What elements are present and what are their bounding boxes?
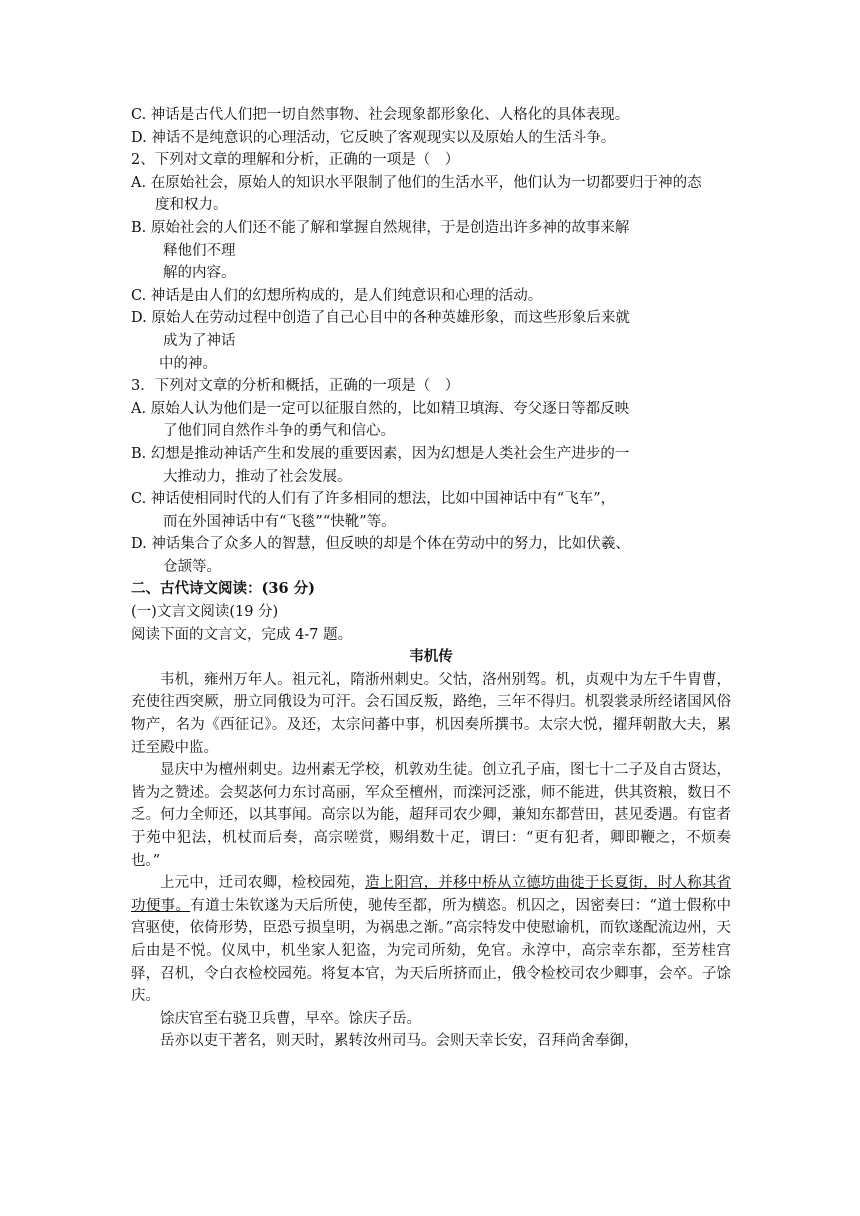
q2-option-d-line1: D. 原始人在劳动过程中创造了自己心目中的各种英雄形象，而这些形象后来就 [131,310,630,327]
q3-stem: 3．下列对文章的分析和概括，正确的一项是（ ） [131,378,460,395]
paragraph-3-start: 上元中，迁司农卿，检校园苑， [160,875,366,892]
q3-option-b-line2: 大推动力，推动了社会发展。 [163,468,352,485]
q2-option-b-line2: 释他们不理 [163,242,236,259]
passage-paragraph-3 [131,872,731,1008]
passage-title: 韦机传 [409,648,453,666]
section-heading: 二、古代诗文阅读：(36 分) [131,580,315,598]
q1-option-d: D. 神话不是纯意识的心理活动，它反映了客观现实以及原始人的生活斗争。 [131,129,616,146]
reading-instruction: 阅读下面的文言文，完成 4-7 题。 [131,626,353,643]
q2-option-b-line1: B. 原始社会的人们还不能了解和掌握自然规律，于是创造出许多神的故事来解 [131,219,630,236]
q2-option-a-line2: 度和权力。 [155,197,228,214]
q2-stem: 2、下列对文章的理解和分析，正确的一项是（ ） [131,152,460,169]
q2-option-c: C. 神话是由人们的幻想所构成的，是人们纯意识和心理的活动。 [131,287,543,304]
q2-option-d-line3: 中的神。 [159,355,217,372]
q2-option-d-line2: 成为了神话 [163,332,236,349]
passage-paragraph-5: 岳亦以吏干著名，则天时，累转汝州司马。会则天幸长安，召拜尚舍奉御， [160,1033,639,1050]
exam-page [131,104,731,1053]
passage-paragraph-2: 显庆中为檀州刺史。边州素无学校，机敦劝生徒。创立孔子庙，图七十二子及自古贤达，皆为之赞述。会契苾何力东讨高丽，军众至檀州，而滦河泛涨，师不能进，供其资粮，数日不乏。何力全师还，以其事闻。高宗以为能，超拜司农少卿，兼知东都营田，甚见委遇。有宦者于苑中犯法，机杖而后奏，高宗嗟赏，赐绢数十疋，谓曰：“更有犯者，卿即鞭之，不烦奏也。” [131,762,731,869]
q3-option-a-line1: A. 原始人认为他们是一定可以征服自然的，比如精卫填海、夸父逐日等都反映 [131,400,630,417]
q2-option-b-line3: 解的内容。 [163,265,236,282]
underlined-sentence: 造上阳宫，并移中桥从立德坊曲徙于长夏街，时人称其省功便事。 [131,875,732,914]
q3-option-d-line1: D. 神话集合了众多人的智慧，但反映的却是个体在劳动中的努力，比如伏羲、 [131,536,630,553]
q2-option-a-line1: A. 在原始社会，原始人的知识水平限制了他们的生活水平，他们认为一切都要归于神的态 [131,174,702,191]
q3-option-b-line1: B. 幻想是推动神话产生和发展的重要因素，因为幻想是人类社会生产进步的一 [131,445,630,462]
passage-paragraph-4: 馀庆官至右骁卫兵曹，早卒。馀庆子岳。 [160,1010,421,1027]
q3-option-c-line2: 而在外国神话中有“飞毯”“快靴”等。 [163,513,396,530]
paragraph-3-rest: 有道士朱钦遂为天后所使，驰传至都，所为横恣。机囚之，因密奏曰：“道士假称中宫驱使，依倚形势，臣恐亏损皇明，为祸患之渐。”高宗特发中使慰谕机，而钦遂配流边州，天后由是不悦。仪凤中，机坐家人犯盗，为完司所劾，免官。永淳中，高宗幸东都，至芳桂宫驿，召机，令白衣检校园苑。将复本官，为天后所挤而止，俄令检校司农少卿事，会卒。子馀庆。 [131,897,731,1005]
section-subheading: (一)文言文阅读(19 分) [131,604,279,621]
passage-paragraph-1: 韦机，雍州万年人。祖元礼，隋浙州刺史。父怙，洛州别驾。机，贞观中为左千牛胄曹，充使往西突厥，册立同俄设为可汗。会石国反叛，路绝，三年不得归。机裂裳录所经诸国风俗物产，名为《西征记》。及还，太宗问蕃中事，机因奏所撰书。太宗大悦，擢拜朝散大夫，累迁至殿中监。 [131,671,731,756]
q1-option-c: C. 神话是古代人们把一切自然事物、社会现象都形象化、人格化的具体表现。 [131,107,630,123]
q3-option-a-line2: 了他们同自然作斗争的勇气和信心。 [163,423,395,440]
q3-option-d-line2: 仓颉等。 [163,558,221,575]
q3-option-c-line1: C. 神话使相同时代的人们有了许多相同的想法，比如中国神话中有“飞车”， [131,491,616,508]
